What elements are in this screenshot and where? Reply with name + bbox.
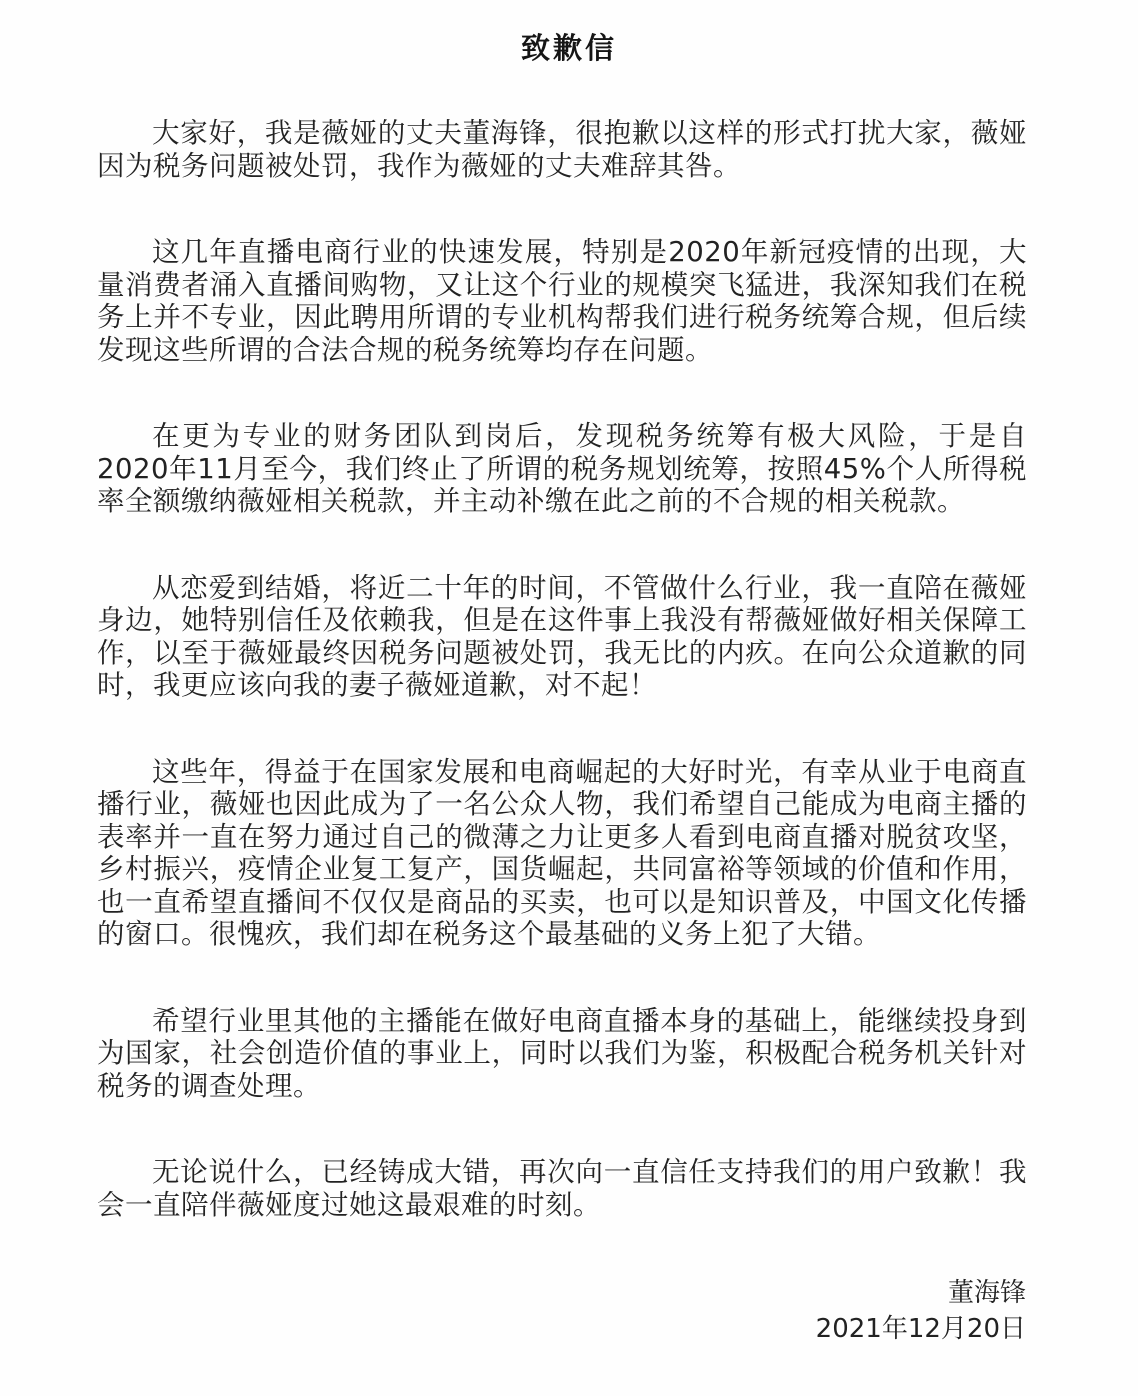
paragraph-personal-apology: 从恋爱到结婚，将近二十年的时间，不管做什么行业，我一直陪在薇娅身边，她特别信任及依赖我，但是在这件事上我没有帮薇娅做好相关保障工作，以至于薇娅最终因税务问题被处罚，我无比的内疚。在向公众道歉的同时，我更应该向我的妻子薇娅道歉，对不起！ [97,571,1027,701]
paragraph-background: 这几年直播电商行业的快速发展，特别是2020年新冠疫情的出现，大量消费者涌入直播间购物，又让这个行业的规模突飞猛进，我深知我们在税务上并不专业，因此聘用所谓的专业机构帮我们进行税务统筹合规，但后续发现这些所谓的合法合规的税务统筹均存在问题。 [97,236,1027,366]
paragraph-greeting: 大家好，我是薇娅的丈夫董海锋，很抱歉以这样的形式打扰大家，薇娅因为税务问题被处罚，我作为薇娅的丈夫难辞其咎。 [97,117,1027,182]
signature-date: 2021年12月20日 [815,1314,1026,1344]
letter-title: 致歉信 [520,31,617,65]
paragraph-industry-hope: 希望行业里其他的主播能在做好电商直播本身的基础上，能继续投身到为国家，社会创造价值的事业上，同时以我们为鉴，积极配合税务机关针对税务的调查处理。 [97,1004,1027,1102]
signature-name: 董海锋 [947,1278,1026,1308]
signature-block [816,1275,1026,1347]
paragraph-closing: 无论说什么，已经铸成大错，再次向一直信任支持我们的用户致歉！我会一直陪伴薇娅度过她这最艰难的时刻。 [97,1156,1027,1221]
paragraph-correction: 在更为专业的财务团队到岗后，发现税务统筹有极大风险，于是自2020年11月至今，我们终止了所谓的税务规划统筹，按照45%个人所得税率全额缴纳薇娅相关税款，并主动补缴在此之前的不合规的相关税款。 [97,420,1027,517]
paragraph-reflection: 这些年，得益于在国家发展和电商崛起的大好时光，有幸从业于电商直播行业，薇娅也因此成为了一名公众人物，我们希望自己能成为电商主播的表率并一直在努力通过自己的微薄之力让更多人看到电商直播对脱贫攻坚，乡村振兴，疫情企业复工复产，国货崛起，共同富裕等领域的价值和作用，也一直希望直播间不仅仅是商品的买卖，也可以是知识普及，中国文化传播的窗口。很愧疚，我们却在税务这个最基础的义务上犯了大错。 [97,755,1027,950]
letter-body [97,117,1027,1275]
